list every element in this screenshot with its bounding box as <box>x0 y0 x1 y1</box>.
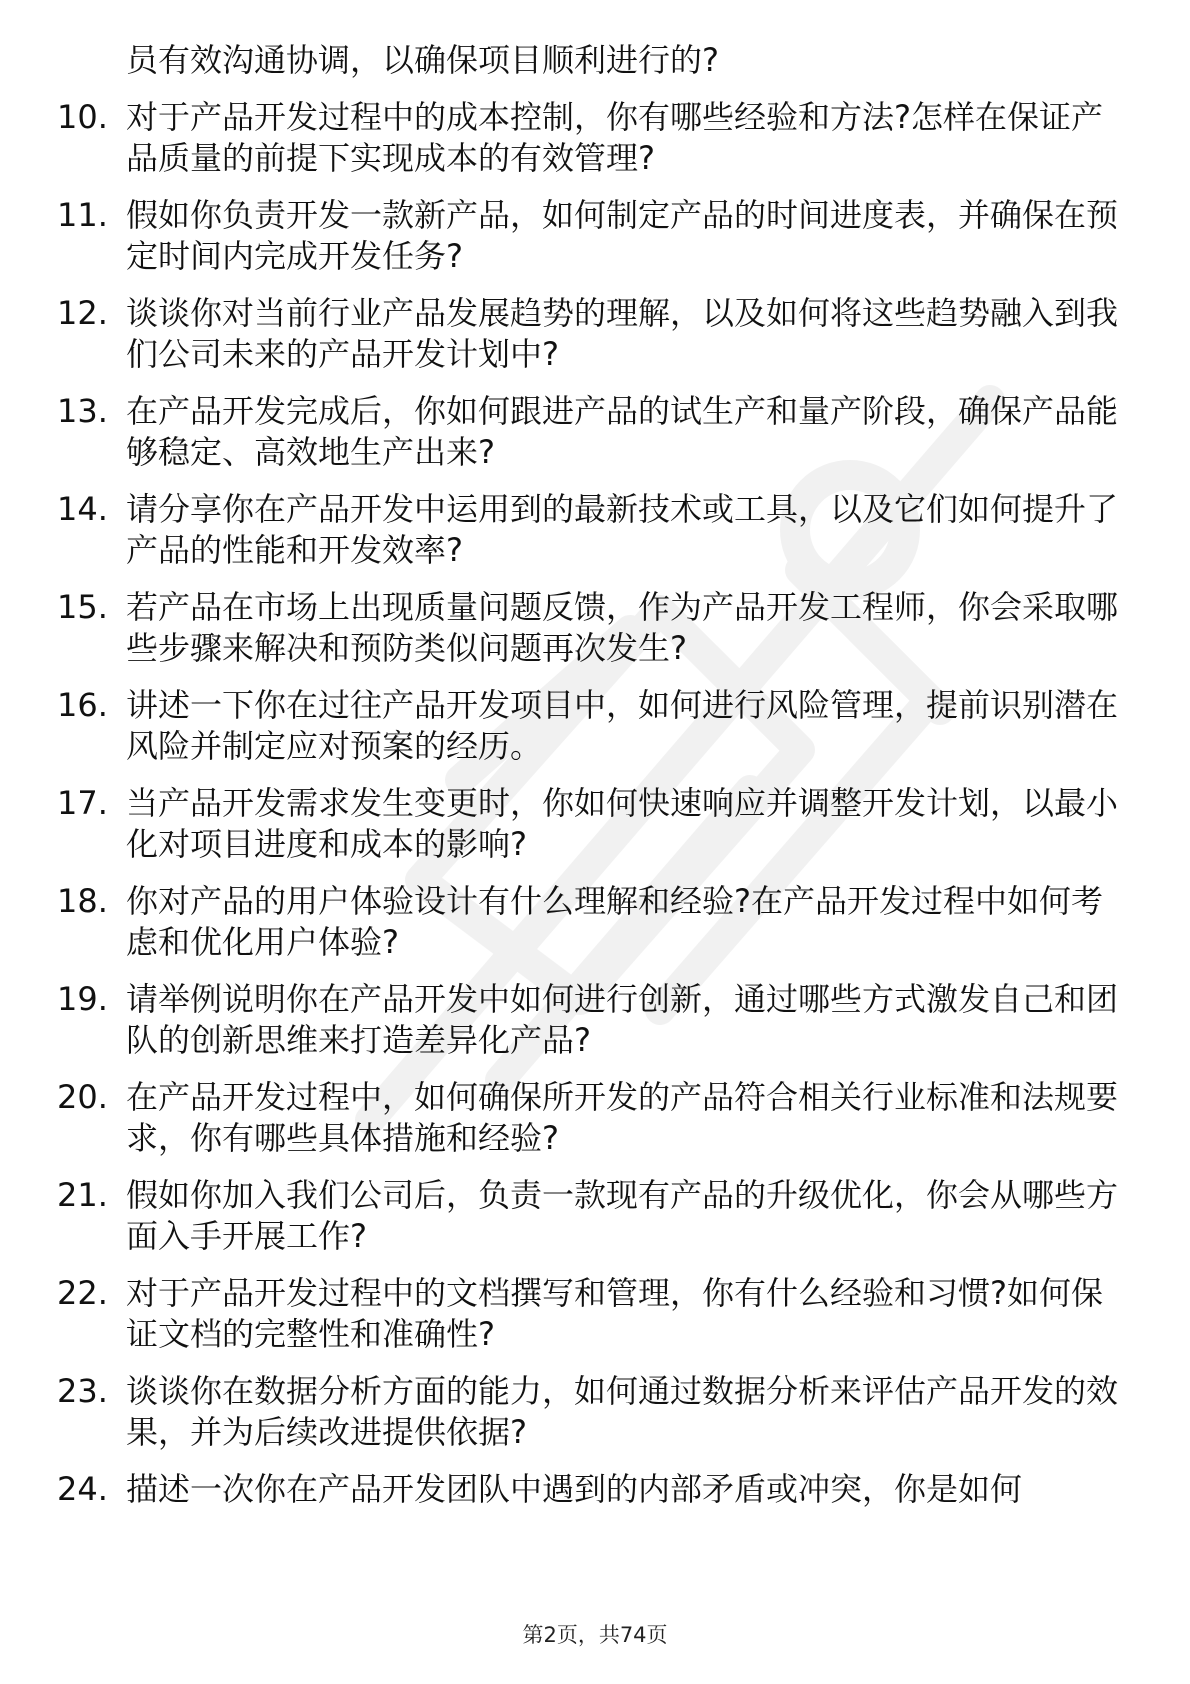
question-text: 当产品开发需求发生变更时，你如何快速响应并调整开发计划，以最小化对项目进度和成本的影响? <box>126 784 1119 863</box>
question-item-14 <box>0 489 1190 571</box>
question-item-15 <box>0 587 1190 669</box>
question-item-21 <box>0 1175 1190 1257</box>
question-number: 20. <box>57 1078 108 1116</box>
question-number: 14. <box>57 490 108 528</box>
question-text: 你对产品的用户体验设计有什么理解和经验?在产品开发过程中如何考虑和优化用户体验? <box>126 882 1103 961</box>
question-item-16 <box>0 685 1190 767</box>
question-number: 23. <box>57 1372 108 1410</box>
question-text: 谈谈你对当前行业产品发展趋势的理解，以及如何将这些趋势融入到我们公司未来的产品开发计划中? <box>126 294 1119 373</box>
question-item-23 <box>0 1371 1190 1453</box>
question-text: 假如你负责开发一款新产品，如何制定产品的时间进度表，并确保在预定时间内完成开发任务? <box>126 196 1119 275</box>
question-number: 24. <box>57 1470 108 1508</box>
question-text: 描述一次你在产品开发团队中遇到的内部矛盾或冲突，你是如何 <box>126 1470 1023 1508</box>
question-item-11 <box>0 195 1190 277</box>
question-number: 17. <box>57 784 108 822</box>
question-list <box>0 40 1190 1526</box>
question-item-17 <box>0 783 1190 865</box>
question-number: 16. <box>57 686 108 724</box>
question-item-12 <box>0 293 1190 375</box>
question-text: 在产品开发过程中，如何确保所开发的产品符合相关行业标准和法规要求，你有哪些具体措施和经验? <box>126 1078 1119 1157</box>
question-item-24 <box>0 1469 1190 1510</box>
question-number: 15. <box>57 588 108 626</box>
question-text: 若产品在市场上出现质量问题反馈，作为产品开发工程师，你会采取哪些步骤来解决和预防类似问题再次发生? <box>126 588 1119 667</box>
question-number: 22. <box>57 1274 108 1312</box>
question-item-20 <box>0 1077 1190 1159</box>
question-item-13 <box>0 391 1190 473</box>
question-item-22 <box>0 1273 1190 1355</box>
page-number-footer: 第2页，共74页 <box>522 1623 668 1647</box>
question-number: 19. <box>57 980 108 1018</box>
continued-question-text: 员有效沟通协调，以确保项目顺利进行的? <box>126 41 719 79</box>
question-text: 对于产品开发过程中的成本控制，你有哪些经验和方法?怎样在保证产品质量的前提下实现成本的有效管理? <box>126 98 1103 177</box>
question-number: 21. <box>57 1176 108 1214</box>
question-number: 11. <box>57 196 108 234</box>
question-text: 谈谈你在数据分析方面的能力，如何通过数据分析来评估产品开发的效果，并为后续改进提供依据? <box>126 1372 1119 1451</box>
question-text: 请举例说明你在产品开发中如何进行创新，通过哪些方式激发自己和团队的创新思维来打造差异化产品? <box>126 980 1119 1059</box>
question-text: 讲述一下你在过往产品开发项目中，如何进行风险管理，提前识别潜在风险并制定应对预案的经历。 <box>126 686 1119 765</box>
question-item-10 <box>0 97 1190 179</box>
question-text: 假如你加入我们公司后，负责一款现有产品的升级优化，你会从哪些方面入手开展工作? <box>126 1176 1119 1255</box>
question-number: 10. <box>57 98 108 136</box>
question-text: 对于产品开发过程中的文档撰写和管理，你有什么经验和习惯?如何保证文档的完整性和准确性? <box>126 1274 1103 1353</box>
question-text: 请分享你在产品开发中运用到的最新技术或工具，以及它们如何提升了产品的性能和开发效率? <box>126 490 1119 569</box>
question-number: 13. <box>57 392 108 430</box>
question-item-18 <box>0 881 1190 963</box>
question-number: 18. <box>57 882 108 920</box>
question-item-19 <box>0 979 1190 1061</box>
question-text: 在产品开发完成后，你如何跟进产品的试生产和量产阶段，确保产品能够稳定、高效地生产出来? <box>126 392 1119 471</box>
question-number: 12. <box>57 294 108 332</box>
